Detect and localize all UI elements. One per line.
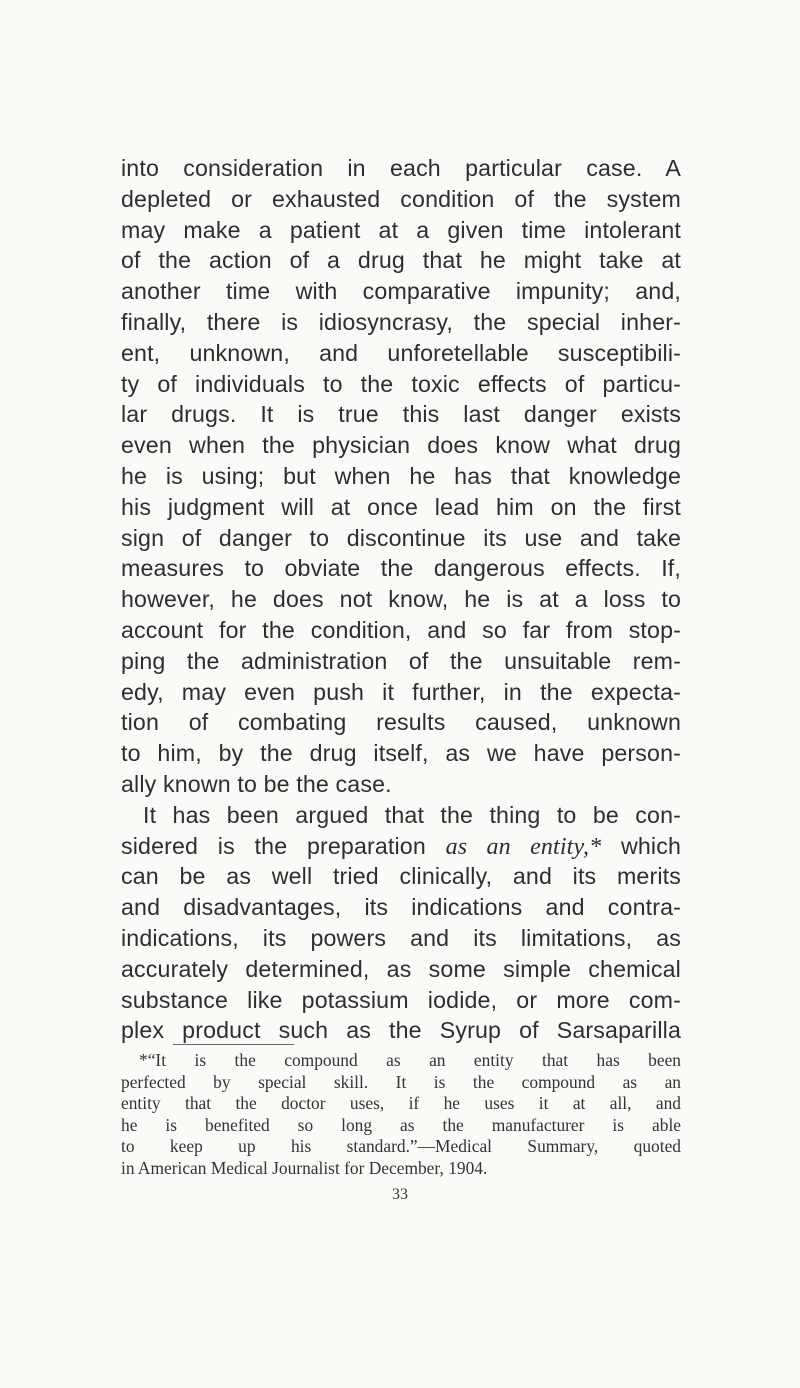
text-line: his judgment will at once lead him on the first <box>121 493 681 520</box>
text-line: indications, its powers and its limitations, as <box>121 924 681 951</box>
footnote-line: he is benefited so long as the manufacturer is able <box>121 1114 681 1135</box>
text-line: into consideration in each particular case. A <box>121 155 681 181</box>
footnote-line: entity that the doctor uses, if he uses it at all, and <box>121 1093 681 1114</box>
text-line: plex product such as the Syrup of Sarsaparilla <box>121 1017 681 1044</box>
text-line: to him, by the drug itself, as we have person- <box>121 740 681 767</box>
page-number: 33 <box>392 1186 408 1203</box>
text-line: lar drugs. It is true this last danger exists <box>121 401 681 428</box>
text-line: substance like potassium iodide, or more com- <box>121 986 681 1013</box>
text-line: may make a patient at a given time intolerant <box>121 216 681 243</box>
text-line: however, he does not know, he is at a loss to <box>121 586 681 613</box>
text-line: measures to obviate the dangerous effects. If, <box>121 555 681 582</box>
text-line: It has been argued that the thing to be con- <box>143 801 681 828</box>
footnote-line: in American Medical Journalist for December, 1904. <box>121 1157 488 1178</box>
text-fragment: sidered is the preparation <box>121 832 446 859</box>
text-line: ping the administration of the unsuitable rem- <box>121 647 681 674</box>
text-line: depleted or exhausted condition of the system <box>121 185 681 212</box>
text-line <box>121 831 681 862</box>
text-line: edy, may even push it further, in the expecta- <box>121 678 681 705</box>
text-fragment: which <box>601 832 682 859</box>
text-line: he is using; but when he has that knowledge <box>121 462 681 489</box>
footnote-line: perfected by special skill. It is the compound as an <box>121 1071 681 1092</box>
footnote-divider <box>173 1044 294 1045</box>
text-line: account for the condition, and so far from stop- <box>121 616 681 643</box>
footnote-line: to keep up his standard.”—Medical Summary, quoted <box>121 1136 681 1157</box>
text-line: accurately determined, as some simple chemical <box>121 955 681 982</box>
text-line: even when the physician does know what drug <box>121 432 681 459</box>
text-line: of the action of a drug that he might take at <box>121 247 681 274</box>
text-line: finally, there is idiosyncrasy, the special inher- <box>121 308 681 335</box>
text-line: and disadvantages, its indications and contra- <box>121 894 681 921</box>
text-line: ty of individuals to the toxic effects of particu- <box>121 370 681 397</box>
text-line: another time with comparative impunity; and, <box>121 278 681 305</box>
text-line: ent, unknown, and unforetellable susceptibili- <box>121 339 681 366</box>
text-line: ally known to be the case. <box>121 770 392 797</box>
footnote-line: *“It is the compound as an entity that has been <box>139 1050 681 1070</box>
text-line: sign of danger to discontinue its use and take <box>121 524 681 551</box>
text-line: tion of combating results caused, unknown <box>121 709 681 736</box>
italic-phrase: as an entity,* <box>445 833 602 860</box>
text-line: can be as well tried clinically, and its merits <box>121 863 681 890</box>
body-text <box>121 153 681 1046</box>
footnote <box>121 1050 681 1180</box>
